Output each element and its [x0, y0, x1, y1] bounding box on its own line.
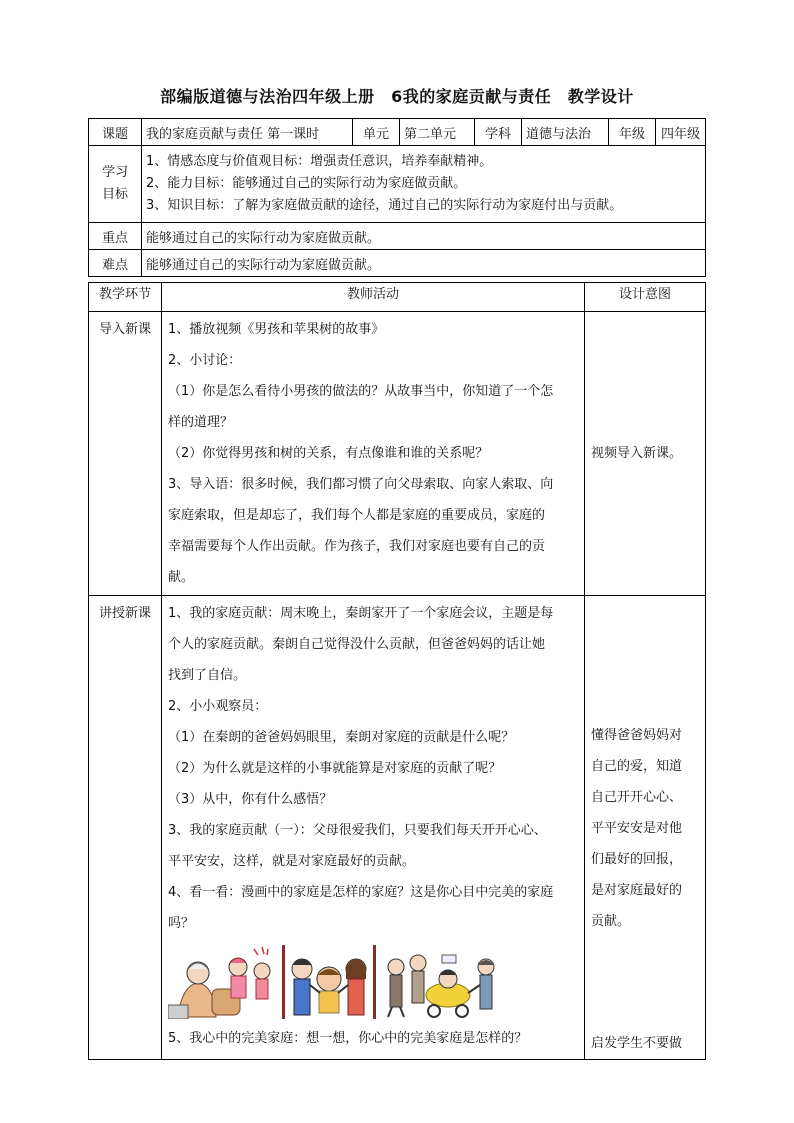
design-teach	[585, 596, 706, 1060]
activity-line: 2、小讨论：	[168, 353, 242, 368]
goals-label-2: 目标	[101, 187, 128, 202]
activity-line: 找到了自信。	[168, 668, 247, 683]
activity-line: 平平安安，这样，就是对家庭最好的贡献。	[168, 854, 416, 869]
topic-label: 课题	[89, 119, 142, 146]
activity-line: 家庭索取，但是却忘了，我们每个人都是家庭的重要成员，家庭的	[168, 508, 546, 523]
activity-intro	[162, 312, 585, 596]
design-line: 自己的爱，知道	[591, 759, 683, 774]
info-row-key	[89, 223, 706, 250]
header-activity: 教师活动	[162, 283, 585, 312]
activity-line: 5、我心中的完美家庭：想一想，你心中的完美家庭是怎样的？	[168, 1031, 528, 1046]
family-cartoon-strip	[168, 945, 578, 1019]
activity-line: 3、导入语：很多时候，我们都习惯了向父母索取、向家人索取、向	[168, 477, 554, 492]
design-spacer	[591, 937, 699, 1028]
difficulty-value: 能够通过自己的实际行动为家庭做贡献。	[142, 250, 706, 277]
activity-line: （2）为什么就是这样的小事就能算是对家庭的贡献了呢？	[168, 761, 502, 776]
subject-value: 道德与法治	[522, 119, 609, 146]
topic-value: 我的家庭贡献与责任 第一课时	[142, 119, 353, 146]
activity-line: 2、小小观察员：	[168, 699, 268, 714]
activity-teach	[162, 596, 585, 1060]
difficulty-label: 难点	[89, 250, 142, 277]
design-line: 平平安安是对他	[591, 821, 683, 836]
info-row-difficulty	[89, 250, 706, 277]
cartoon-panel-stroller	[382, 945, 502, 1019]
activity-line: （3）从中，你有什么感悟？	[168, 792, 333, 807]
design-line: 懂得爸爸妈妈对	[591, 728, 683, 743]
row-teach	[89, 596, 706, 1060]
activity-line: 个人的家庭贡献。秦朗自己觉得没什么贡献，但爸爸妈妈的话让她	[168, 637, 546, 652]
activity-line: 1、播放视频《男孩和苹果树的故事》	[168, 322, 385, 337]
stage-intro: 导入新课	[89, 312, 162, 596]
unit-value: 第二单元	[400, 119, 475, 146]
design-line: 贡献。	[591, 914, 631, 929]
goals-label	[89, 146, 142, 223]
grade-label: 年级	[609, 119, 656, 146]
row-intro	[89, 312, 706, 596]
info-row-goals	[89, 146, 706, 223]
document-title: 部编版道德与法治四年级上册 6我的家庭贡献与责任 教学设计	[160, 87, 634, 106]
design-intro: 视频导入新课。	[585, 312, 706, 596]
design-spacer	[591, 596, 699, 720]
lesson-table-header	[89, 283, 706, 312]
design-line: 是对家庭最好的	[591, 883, 683, 898]
activity-line: 吗？	[168, 916, 195, 931]
activity-line: 献。	[168, 570, 195, 585]
activity-line: 1、我的家庭贡献：周末晚上，秦朗家开了一个家庭会议，主题是每	[168, 606, 554, 621]
header-design: 设计意图	[585, 283, 706, 312]
goals-label-1: 学习	[101, 165, 128, 180]
cartoon-panel-parents-child	[280, 945, 378, 1019]
cartoon-panel-grandparents	[168, 945, 276, 1019]
design-line: 们最好的回报，	[591, 852, 683, 867]
goal-item: 1、情感态度与价值观目标：增强责任意识，培养奉献精神。	[146, 154, 493, 169]
subject-label: 学科	[475, 119, 522, 146]
activity-line: （2）你觉得男孩和树的关系，有点像谁和谁的关系呢？	[168, 446, 489, 461]
activity-line: 4、看一看：漫画中的家庭是怎样的家庭？这是你心目中完美的家庭	[168, 885, 554, 900]
unit-label: 单元	[353, 119, 400, 146]
design-line: 自己开开心心、	[591, 790, 683, 805]
activity-line: （1）在秦朗的爸爸妈妈眼里，秦朗对家庭的贡献是什么呢？	[168, 730, 515, 745]
activity-line: （1）你是怎么看待小男孩的做法的？从故事当中，你知道了一个怎	[168, 384, 554, 399]
header-stage: 教学环节	[89, 283, 162, 312]
activity-line: 幸福需要每个人作出贡献。作为孩子，我们对家庭也要有自己的贡	[168, 539, 546, 554]
key-label: 重点	[89, 223, 142, 250]
activity-line: 样的道理？	[168, 415, 234, 430]
stage-teach: 讲授新课	[89, 596, 162, 1060]
lesson-table	[88, 282, 706, 1060]
grade-value: 四年级	[656, 119, 706, 146]
goals-content	[142, 146, 706, 223]
activity-line: 3、我的家庭贡献（一）：父母很爱我们，只要我们每天开开心心、	[168, 823, 547, 838]
info-table	[88, 118, 706, 277]
design-line: 启发学生不要做	[591, 1036, 683, 1051]
key-value: 能够通过自己的实际行动为家庭做贡献。	[142, 223, 706, 250]
goal-item: 3、知识目标：了解为家庭做贡献的途径，通过自己的实际行动为家庭付出与贡献。	[146, 198, 623, 213]
goal-item: 2、能力目标：能够通过自己的实际行动为家庭做贡献。	[146, 176, 467, 191]
info-row-topic	[89, 119, 706, 146]
